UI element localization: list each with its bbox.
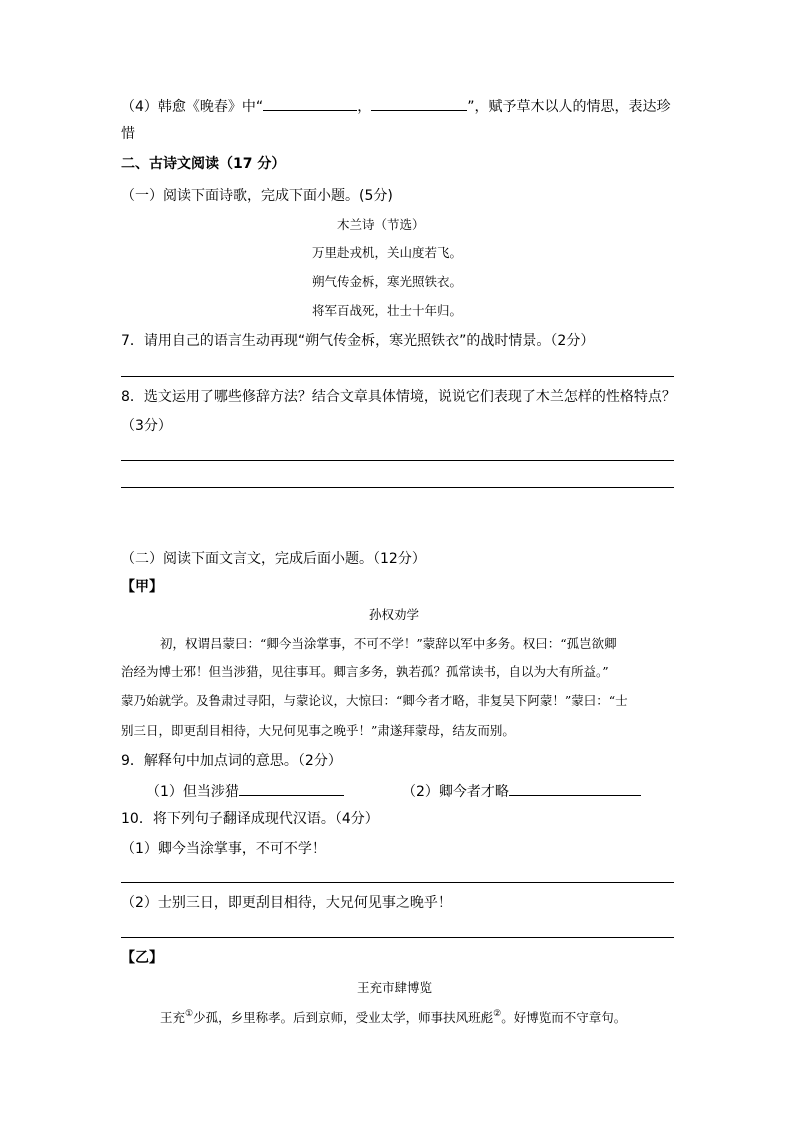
q8-answer-line[interactable] (121, 460, 674, 461)
footnote-marker-2: ② (493, 1009, 502, 1019)
passage-jia-label: 【甲】 (121, 579, 163, 595)
question-7: 7．请用自己的语言生动再现“朔气传金柝，寒光照铁衣”的战时情景。（2分） (121, 333, 595, 349)
part-1-instruction: （一）阅读下面诗歌，完成下面小题。(5分) (121, 188, 393, 204)
passage-line: 蒙乃始就学。及鲁肃过寻阳，与蒙论议，大惊曰：“卿今者才略，非复吴下阿蒙！”蒙曰：“士 (121, 693, 628, 708)
q4-author: 韩愈 (157, 99, 186, 115)
section-2-heading: 二、古诗文阅读（17 分） (121, 156, 286, 172)
footnote-marker-1: ① (185, 1009, 194, 1019)
part-2-instruction: （二）阅读下面文言文，完成后面小题。（12分） (121, 551, 426, 567)
question-8-score: （3分） (121, 418, 172, 434)
q9-blank-2[interactable] (509, 780, 641, 796)
q4-title: 《晚春》 (185, 99, 242, 115)
passage-jia-title: 孙权劝学 (369, 607, 420, 622)
q4-prefix: （4） (121, 99, 158, 115)
q9-item-1 (146, 780, 344, 802)
q8-answer-line[interactable] (121, 487, 674, 488)
q10-answer-line[interactable] (121, 937, 674, 938)
q4-blank-2[interactable] (371, 95, 467, 111)
poem-line: 万里赴戎机，关山度若飞。 (312, 245, 463, 260)
q7-answer-line[interactable] (121, 376, 674, 377)
q10-item-1: （1）卿今当涂掌事，不可不学！ (121, 841, 326, 857)
poem-line: 将军百战死，壮士十年归。 (312, 303, 463, 318)
q9-item-2-text: （2）卿今者才略 (402, 784, 509, 800)
yi-text-c: 。好博览而不守章句。 (501, 1010, 627, 1025)
q4-blank-1[interactable] (263, 95, 357, 111)
passage-yi-line (160, 1008, 626, 1028)
q9-blank-1[interactable] (239, 780, 344, 796)
question-4 (121, 95, 670, 117)
passage-line: 治经为博士邪！但当涉猎，见往事耳。卿言多务，孰若孤？孤常读书，自以为大有所益。” (121, 664, 609, 679)
q4-after: ”，赋予草木以人的情思，表达珍 (467, 99, 671, 115)
poem-line: 朔气传金柝，寒光照铁衣。 (312, 274, 463, 289)
q4-mid: 中“ (241, 99, 264, 115)
question-9: 9．解释句中加点词的意思。（2分） (121, 753, 342, 769)
passage-yi-title: 王充市肆博览 (357, 980, 433, 995)
yi-text-b: 少孤，乡里称孝。后到京师，受业太学，师事扶风班彪 (193, 1010, 494, 1025)
passage-yi-label: 【乙】 (121, 950, 163, 966)
q4-comma: ， (357, 99, 372, 115)
q10-answer-line[interactable] (121, 882, 674, 883)
question-10: 10．将下列句子翻译成现代汉语。（4分） (121, 811, 379, 827)
q9-item-2 (402, 780, 641, 802)
q9-item-1-text: （1）但当涉猎 (146, 784, 239, 800)
yi-text-a: 王充 (160, 1010, 186, 1025)
passage-line: 别三日，即更刮目相待，大兄何见事之晚乎！”肃遂拜蒙母，结友而别。 (121, 723, 515, 738)
q4-continuation: 惜 (121, 126, 135, 142)
poem-title: 木兰诗（节选） (337, 217, 425, 232)
passage-line: 初，权谓吕蒙曰：“卿今当涂掌事，不可不学！”蒙辞以军中多务。权曰：“孤岂欲卿 (160, 636, 617, 651)
question-8: 8．选文运用了哪些修辞方法？结合文章具体情境，说说它们表现了木兰怎样的性格特点？ (121, 389, 676, 405)
q10-item-2: （2）士别三日，即更刮目相待，大兄何见事之晚乎！ (121, 895, 452, 911)
